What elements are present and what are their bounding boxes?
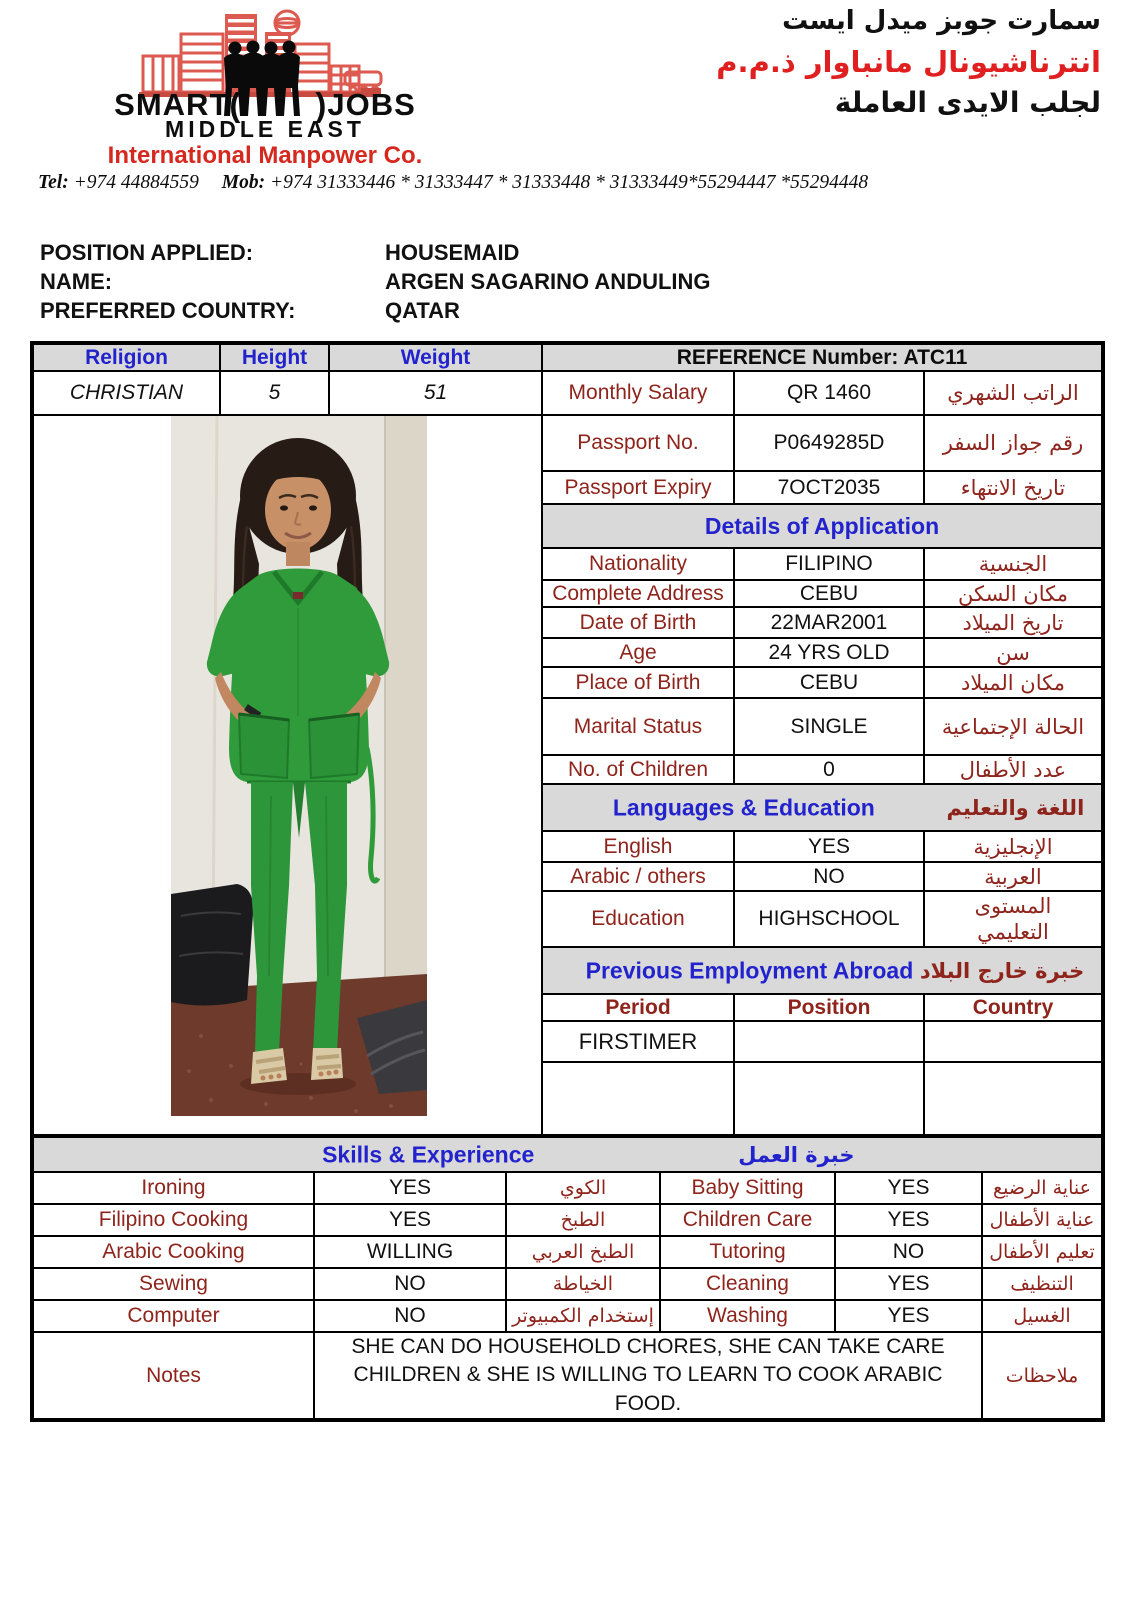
marital-status-arabic: الحالة الإجتماعية bbox=[924, 698, 1103, 755]
employment-period-empty bbox=[542, 1062, 734, 1136]
english-label: English bbox=[542, 831, 734, 862]
notes-label: Notes bbox=[32, 1332, 314, 1420]
arabic-company-name bbox=[716, 6, 1101, 119]
applicant-photo-cell bbox=[32, 415, 542, 1136]
computer-label: Computer bbox=[32, 1300, 314, 1332]
children-arabic: عدد الأطفال bbox=[924, 755, 1103, 784]
logo-middle-east-text: MIDDLE EAST bbox=[165, 116, 365, 142]
passport-no-arabic: رقم جواز السفر bbox=[924, 415, 1103, 471]
skills-table bbox=[30, 1134, 1105, 1422]
nationality-arabic: الجنسية bbox=[924, 548, 1103, 580]
skills-experience-title: Skills & Experience bbox=[322, 1141, 535, 1167]
applicant-photo-art bbox=[171, 416, 427, 1116]
tel-label: Tel: bbox=[38, 172, 69, 193]
passport-expiry-label: Passport Expiry bbox=[542, 471, 734, 504]
employment-period-value: FIRSTIMER bbox=[542, 1021, 734, 1062]
religion-value: CHRISTIAN bbox=[32, 371, 220, 415]
tutoring-arabic: تعليم الأطفال bbox=[982, 1236, 1103, 1268]
tutoring-value: NO bbox=[835, 1236, 982, 1268]
passport-no-value: P0649285D bbox=[734, 415, 924, 471]
name-row bbox=[40, 267, 711, 296]
country-header: Country bbox=[924, 994, 1103, 1021]
date-of-birth-arabic: تاريخ الميلاد bbox=[924, 607, 1103, 638]
ironing-label: Ironing bbox=[32, 1172, 314, 1204]
contact-line bbox=[38, 172, 868, 194]
washing-value: YES bbox=[835, 1300, 982, 1332]
marital-status-value: SINGLE bbox=[734, 698, 924, 755]
computer-value: NO bbox=[314, 1300, 506, 1332]
previous-employment-header bbox=[542, 947, 1103, 994]
notes-arabic: ملاحظات bbox=[982, 1332, 1103, 1420]
arabic-others-label: Arabic / others bbox=[542, 862, 734, 891]
complete-address-label: Complete Address bbox=[542, 580, 734, 607]
monthly-salary-arabic: الراتب الشهري bbox=[924, 371, 1103, 415]
tutoring-label: Tutoring bbox=[660, 1236, 835, 1268]
monthly-salary-label: Monthly Salary bbox=[542, 371, 734, 415]
previous-employment-title: Previous Employment Abroad bbox=[585, 957, 914, 983]
date-of-birth-label: Date of Birth bbox=[542, 607, 734, 638]
children-care-arabic: عناية الأطفال bbox=[982, 1204, 1103, 1236]
place-of-birth-arabic: مكان الميلاد bbox=[924, 667, 1103, 698]
name-label: NAME: bbox=[40, 269, 113, 294]
employment-position-value bbox=[734, 1021, 924, 1062]
details-of-application-header: Details of Application bbox=[542, 504, 1103, 548]
form-tables bbox=[30, 341, 1101, 1422]
arabic-line-3: لجلب الايدى العاملة bbox=[834, 86, 1101, 119]
baby-sitting-value: YES bbox=[835, 1172, 982, 1204]
languages-education-arabic: اللغة والتعليم bbox=[946, 795, 1085, 820]
complete-address-value: CEBU bbox=[734, 580, 924, 607]
employment-position-empty bbox=[734, 1062, 924, 1136]
filipino-cooking-value: YES bbox=[314, 1204, 506, 1236]
arabic-cooking-arabic: الطبخ العربي bbox=[506, 1236, 660, 1268]
place-of-birth-value: CEBU bbox=[734, 667, 924, 698]
skills-experience-header bbox=[32, 1136, 1103, 1172]
date-of-birth-value: 22MAR2001 bbox=[734, 607, 924, 638]
languages-education-header bbox=[542, 784, 1103, 831]
computer-arabic: إستخدام الكمبيوتر bbox=[506, 1300, 660, 1332]
arabic-others-value: NO bbox=[734, 862, 924, 891]
position-header: Position bbox=[734, 994, 924, 1021]
logo-paren-open: ( bbox=[229, 86, 242, 123]
applicant-photo bbox=[171, 416, 427, 1116]
cleaning-value: YES bbox=[835, 1268, 982, 1300]
employment-country-empty bbox=[924, 1062, 1103, 1136]
filipino-cooking-arabic: الطبخ bbox=[506, 1204, 660, 1236]
preferred-country-value: QATAR bbox=[385, 298, 460, 323]
arabic-cooking-value: WILLING bbox=[314, 1236, 506, 1268]
logo-paren-close: ) bbox=[315, 86, 328, 123]
passport-expiry-value: 7OCT2035 bbox=[734, 471, 924, 504]
application-summary bbox=[40, 238, 711, 325]
english-arabic: الإنجليزية bbox=[924, 831, 1103, 862]
education-value: HIGHSCHOOL bbox=[734, 891, 924, 947]
logo-company-name: International Manpower Co. bbox=[107, 142, 423, 169]
children-care-value: YES bbox=[835, 1204, 982, 1236]
ironing-arabic: الكوي bbox=[506, 1172, 660, 1204]
skills-experience-arabic: خبرة العمل bbox=[738, 1142, 855, 1167]
height-header: Height bbox=[220, 343, 329, 371]
previous-employment-arabic: خبرة خارج البلاد bbox=[919, 958, 1085, 983]
arabic-others-arabic: العربية bbox=[924, 862, 1103, 891]
washing-arabic: الغسيل bbox=[982, 1300, 1103, 1332]
cleaning-label: Cleaning bbox=[660, 1268, 835, 1300]
notes-value: SHE CAN DO HOUSEHOLD CHORES, SHE CAN TAKE CARE CHILDREN & SHE IS WILLING TO LEARN TO COOK ARABIC FOOD. bbox=[314, 1332, 982, 1420]
baby-sitting-label: Baby Sitting bbox=[660, 1172, 835, 1204]
children-value: 0 bbox=[734, 755, 924, 784]
age-label: Age bbox=[542, 638, 734, 667]
employment-country-value bbox=[924, 1021, 1103, 1062]
marital-status-label: Marital Status bbox=[542, 698, 734, 755]
weight-header: Weight bbox=[329, 343, 542, 371]
company-logo bbox=[95, 8, 435, 170]
preferred-country-row bbox=[40, 296, 711, 325]
arabic-line-1: سمارت جوبز ميدل ايست bbox=[782, 6, 1101, 36]
arabic-cooking-label: Arabic Cooking bbox=[32, 1236, 314, 1268]
ironing-value: YES bbox=[314, 1172, 506, 1204]
age-arabic: سن bbox=[924, 638, 1103, 667]
filipino-cooking-label: Filipino Cooking bbox=[32, 1204, 314, 1236]
tel-value: +974 44884559 bbox=[73, 172, 199, 193]
age-value: 24 YRS OLD bbox=[734, 638, 924, 667]
children-care-label: Children Care bbox=[660, 1204, 835, 1236]
logo-jobs-text: JOBS bbox=[327, 87, 416, 122]
name-value: ARGEN SAGARINO ANDULING bbox=[385, 269, 711, 294]
position-applied-row bbox=[40, 238, 711, 267]
nationality-value: FILIPINO bbox=[734, 548, 924, 580]
complete-address-arabic: مكان السكن bbox=[924, 580, 1103, 607]
cleaning-arabic: التنظيف bbox=[982, 1268, 1103, 1300]
education-arabic: المستوى التعليمي bbox=[924, 891, 1103, 947]
mob-value: +974 31333446 * 31333447 * 31333448 * 31333449*55294447 *55294448 bbox=[269, 172, 869, 193]
sewing-label: Sewing bbox=[32, 1268, 314, 1300]
english-value: YES bbox=[734, 831, 924, 862]
nationality-label: Nationality bbox=[542, 548, 734, 580]
position-applied-value: HOUSEMAID bbox=[385, 240, 520, 265]
height-value: 5 bbox=[220, 371, 329, 415]
languages-education-title: Languages & Education bbox=[612, 794, 875, 820]
passport-expiry-arabic: تاريخ الانتهاء bbox=[924, 471, 1103, 504]
washing-label: Washing bbox=[660, 1300, 835, 1332]
applicant-details-table bbox=[30, 341, 1105, 1138]
mob-label: Mob: bbox=[221, 172, 266, 193]
monthly-salary-value: QR 1460 bbox=[734, 371, 924, 415]
place-of-birth-label: Place of Birth bbox=[542, 667, 734, 698]
education-label: Education bbox=[542, 891, 734, 947]
sewing-arabic: الخياطة bbox=[506, 1268, 660, 1300]
arabic-line-2: انترناشيونال مانباوار ذ.م.م bbox=[716, 45, 1101, 79]
preferred-country-label: PREFERRED COUNTRY: bbox=[40, 298, 296, 323]
baby-sitting-arabic: عناية الرضيع bbox=[982, 1172, 1103, 1204]
position-applied-label: POSITION APPLIED: bbox=[40, 240, 254, 265]
logo-smart-text: SMART bbox=[114, 87, 230, 122]
religion-header: Religion bbox=[32, 343, 220, 371]
reference-number: REFERENCE Number: ATC11 bbox=[542, 343, 1103, 371]
sewing-value: NO bbox=[314, 1268, 506, 1300]
passport-no-label: Passport No. bbox=[542, 415, 734, 471]
period-header: Period bbox=[542, 994, 734, 1021]
weight-value: 51 bbox=[329, 371, 542, 415]
children-label: No. of Children bbox=[542, 755, 734, 784]
